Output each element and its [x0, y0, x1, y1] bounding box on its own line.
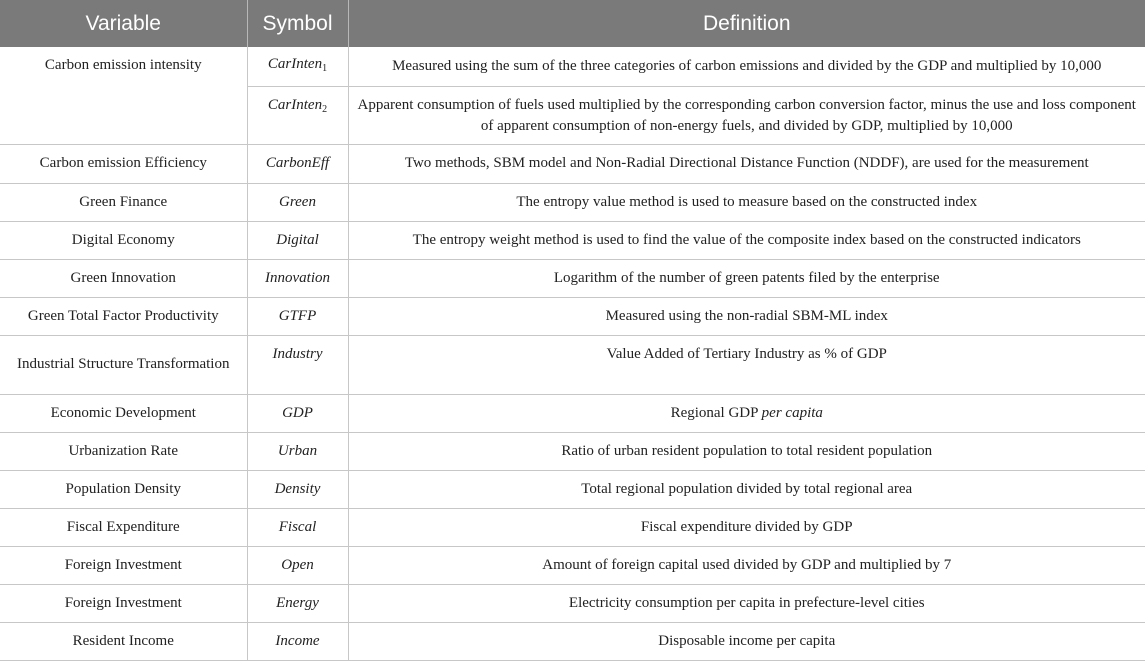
variable-cell: Resident Income — [0, 622, 247, 660]
column-header-definition: Definition — [348, 0, 1145, 47]
symbol-cell: Innovation — [247, 259, 348, 297]
symbol-cell: Fiscal — [247, 508, 348, 546]
definition-cell — [348, 394, 1145, 432]
variable-cell: Economic Development — [0, 394, 247, 432]
symbol-cell: Open — [247, 546, 348, 584]
symbol-cell: Green — [247, 183, 348, 221]
variable-cell: Carbon emission Efficiency — [0, 144, 247, 183]
table-row — [0, 259, 1145, 297]
definition-italic-text: per capita — [761, 404, 823, 421]
table-body — [0, 47, 1145, 660]
variable-cell: Digital Economy — [0, 221, 247, 259]
table-row — [0, 221, 1145, 259]
symbol-cell — [247, 47, 348, 86]
symbol-cell — [247, 86, 348, 144]
definition-cell: The entropy weight method is used to find the value of the composite index based on the constructed indicators — [348, 221, 1145, 259]
definition-cell: Measured using the non-radial SBM-ML index — [348, 297, 1145, 335]
symbol-subscript: 2 — [322, 103, 328, 115]
table-row — [0, 47, 1145, 86]
definition-cell: Disposable income per capita — [348, 622, 1145, 660]
table-header — [0, 0, 1145, 47]
definition-cell: Amount of foreign capital used divided by GDP and multiplied by 7 — [348, 546, 1145, 584]
table-row — [0, 432, 1145, 470]
definition-cell: Value Added of Tertiary Industry as % of GDP — [348, 335, 1145, 394]
definition-cell: Ratio of urban resident population to total resident population — [348, 432, 1145, 470]
variable-cell: Carbon emission intensity — [0, 47, 247, 144]
definition-text: Regional GDP — [670, 404, 758, 421]
table-row — [0, 546, 1145, 584]
variable-cell: Foreign Investment — [0, 546, 247, 584]
variable-cell: Fiscal Expenditure — [0, 508, 247, 546]
table-row — [0, 144, 1145, 183]
column-header-symbol: Symbol — [247, 0, 348, 47]
variable-cell: Urbanization Rate — [0, 432, 247, 470]
symbol-cell: CarbonEff — [247, 144, 348, 183]
definition-cell: Fiscal expenditure divided by GDP — [348, 508, 1145, 546]
symbol-base: CarInten — [267, 55, 323, 72]
symbol-cell: Energy — [247, 584, 348, 622]
table-row — [0, 394, 1145, 432]
table-row — [0, 508, 1145, 546]
table-row — [0, 622, 1145, 660]
symbol-cell: Industry — [247, 335, 348, 394]
definition-cell: Electricity consumption per capita in prefecture-level cities — [348, 584, 1145, 622]
table-row — [0, 183, 1145, 221]
symbol-cell: Urban — [247, 432, 348, 470]
definition-cell: The entropy value method is used to measure based on the constructed index — [348, 183, 1145, 221]
symbol-base: CarInten — [267, 96, 323, 113]
symbol-cell: Income — [247, 622, 348, 660]
definition-cell: Total regional population divided by total regional area — [348, 470, 1145, 508]
symbol-cell: GTFP — [247, 297, 348, 335]
table-row — [0, 297, 1145, 335]
variable-cell: Green Innovation — [0, 259, 247, 297]
symbol-cell: Digital — [247, 221, 348, 259]
variable-cell: Green Finance — [0, 183, 247, 221]
table-row — [0, 335, 1145, 394]
table-row — [0, 584, 1145, 622]
variable-cell: Green Total Factor Productivity — [0, 297, 247, 335]
variable-cell: Industrial Structure Transformation — [0, 335, 247, 394]
definition-cell: Apparent consumption of fuels used multiplied by the corresponding carbon conversion factor, minus the use and loss component of apparent consumption of non-energy fuels, and divided by GDP, multiplied by 10,000 — [348, 86, 1145, 144]
variable-cell: Foreign Investment — [0, 584, 247, 622]
symbol-cell: GDP — [247, 394, 348, 432]
variable-cell: Population Density — [0, 470, 247, 508]
definition-cell: Measured using the sum of the three categories of carbon emissions and divided by the GDP and multiplied by 10,000 — [348, 47, 1145, 86]
header-row — [0, 0, 1145, 47]
definition-cell: Logarithm of the number of green patents filed by the enterprise — [348, 259, 1145, 297]
definition-cell: Two methods, SBM model and Non-Radial Directional Distance Function (NDDF), are used for the measurement — [348, 144, 1145, 183]
table-row — [0, 470, 1145, 508]
symbol-subscript: 1 — [322, 62, 328, 74]
symbol-cell: Density — [247, 470, 348, 508]
column-header-variable: Variable — [0, 0, 247, 47]
